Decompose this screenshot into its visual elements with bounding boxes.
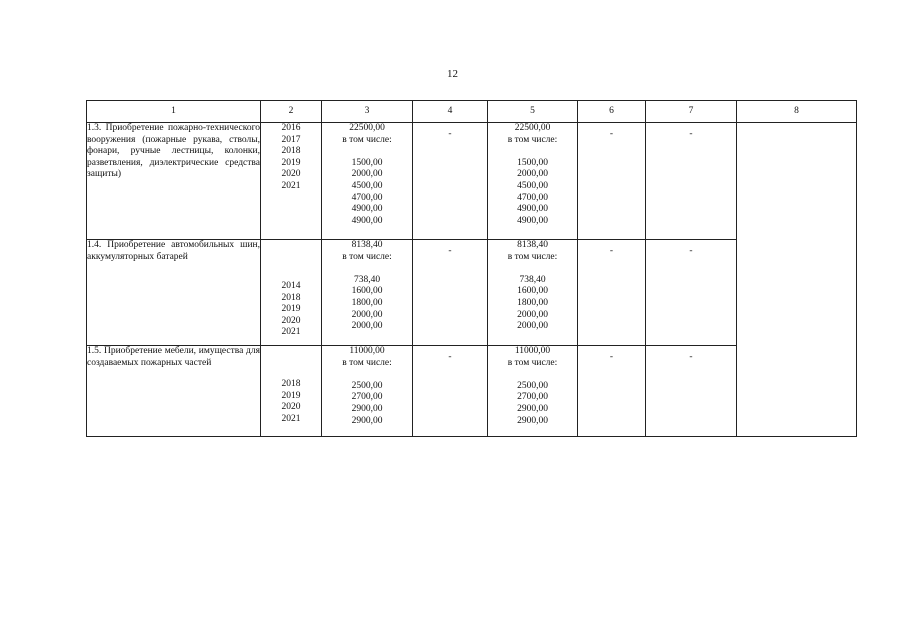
col3-cell (322, 123, 413, 240)
dash: - (448, 246, 452, 256)
dash: - (448, 352, 452, 362)
year-value: 4900,00 (517, 204, 548, 215)
year: 2021 (281, 180, 301, 191)
col7-cell (646, 240, 737, 346)
total-value: 22500,00 (514, 123, 551, 133)
dash: - (689, 352, 693, 362)
year-value: 1800,00 (351, 297, 383, 308)
years-cell (261, 346, 322, 437)
col3-cell (322, 240, 413, 346)
dash: - (689, 246, 693, 256)
year-value: 4900,00 (351, 204, 383, 215)
header-col-1: 1 (87, 101, 261, 123)
year: 2018 (281, 146, 301, 157)
year-value: 4700,00 (351, 192, 383, 203)
including-label: в том числе: (507, 251, 558, 262)
col6-cell (578, 346, 646, 437)
header-col-6: 6 (578, 101, 646, 123)
year-value: 2000,00 (517, 169, 548, 180)
year-value: 2700,00 (351, 392, 383, 403)
including-label: в том числе: (342, 357, 392, 368)
header-row (87, 101, 857, 123)
year-value: 2000,00 (351, 321, 383, 332)
year-value: 2900,00 (351, 403, 383, 414)
header-col-2: 2 (261, 101, 322, 123)
total-value: 11000,00 (514, 346, 551, 356)
year-value: 1800,00 (517, 297, 548, 308)
year: 2014 (281, 281, 301, 291)
col8-cell (737, 123, 857, 437)
year-value: 2900,00 (351, 415, 383, 426)
program-table (86, 100, 857, 437)
row-name: 1.4. Приобретение автомобильных шин, аккумуляторных батарей (87, 240, 261, 346)
year-value: 1600,00 (517, 286, 548, 297)
header-col-5: 5 (488, 101, 578, 123)
col4-cell (413, 123, 488, 240)
year: 2021 (281, 327, 301, 338)
year-value: 1500,00 (351, 157, 383, 168)
year: 2020 (281, 315, 301, 326)
year-value: 4500,00 (351, 180, 383, 191)
dash: - (448, 129, 452, 139)
total-value: 8138,40 (351, 240, 383, 250)
year-value: 2000,00 (517, 309, 548, 320)
year-value: 1500,00 (517, 157, 548, 168)
dash: - (609, 352, 614, 362)
col5-cell (488, 240, 578, 346)
col5-cell (488, 346, 578, 437)
year-value: 4500,00 (517, 180, 548, 191)
year-value: 2000,00 (351, 309, 383, 320)
year-value: 4900,00 (517, 215, 548, 226)
year-value: 2500,00 (517, 380, 548, 391)
total-value: 8138,40 (517, 240, 548, 250)
dash: - (689, 129, 693, 139)
years-cell (261, 123, 322, 240)
including-label: в том числе: (507, 357, 558, 368)
row-name: 1.5. Приобретение мебели, имущества для создаваемых пожарных частей (87, 346, 261, 437)
page-number: 12 (447, 68, 458, 80)
header-col-7: 7 (646, 101, 737, 123)
year: 2016 (281, 123, 301, 133)
table-row (87, 123, 857, 240)
year-value: 2500,00 (351, 380, 383, 391)
including-label: в том числе: (507, 134, 558, 145)
year: 2021 (281, 413, 301, 424)
years-cell (261, 240, 322, 346)
col7-cell (646, 346, 737, 437)
year: 2017 (281, 134, 301, 145)
total-value: 22500,00 (349, 123, 385, 133)
year-value: 738,40 (353, 274, 381, 285)
header-col-4: 4 (413, 101, 488, 123)
year-value: 2700,00 (517, 392, 548, 403)
year-value: 1600,00 (351, 286, 383, 297)
col6-cell (578, 123, 646, 240)
year-value: 2000,00 (351, 169, 383, 180)
year-value: 4900,00 (351, 215, 383, 226)
year-value: 2000,00 (517, 321, 548, 332)
year: 2018 (281, 379, 301, 389)
total-value: 11000,00 (349, 346, 385, 356)
header-col-3: 3 (322, 101, 413, 123)
year: 2019 (281, 304, 301, 315)
dash: - (609, 129, 614, 139)
year-value: 738,40 (519, 274, 546, 285)
year: 2020 (281, 169, 301, 180)
year: 2020 (281, 402, 301, 413)
header-col-8: 8 (737, 101, 857, 123)
year-value: 2900,00 (517, 415, 548, 426)
year: 2018 (281, 292, 301, 303)
including-label: в том числе: (342, 134, 392, 145)
year-value: 4700,00 (517, 192, 548, 203)
including-label: в том числе: (342, 251, 392, 262)
col6-cell (578, 240, 646, 346)
col4-cell (413, 346, 488, 437)
year-value: 2900,00 (517, 403, 548, 414)
dash: - (609, 246, 614, 256)
row-name: 1.3. Приобретение пожарно-технического вооружения (пожарные рукава, стволы, фонари, ручные лестницы, колонки, разветвления, диэлектрические средства защиты) (87, 123, 261, 240)
col4-cell (413, 240, 488, 346)
col3-cell (322, 346, 413, 437)
col5-cell (488, 123, 578, 240)
year: 2019 (281, 390, 301, 401)
year: 2019 (281, 157, 301, 168)
col7-cell (646, 123, 737, 240)
